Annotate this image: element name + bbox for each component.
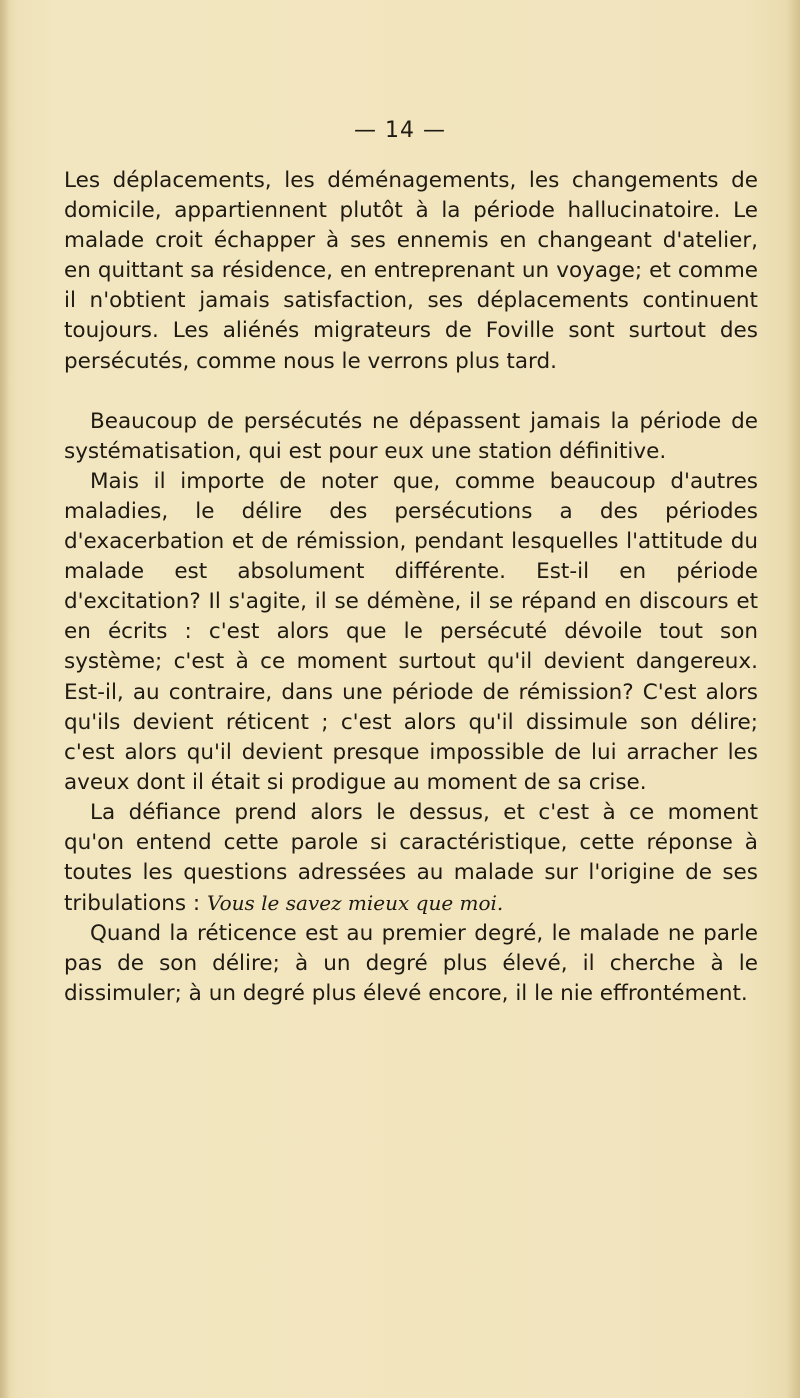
paragraph-2: Beaucoup de persécutés ne dépassent jamais la période de systématisation, qui est pour eux une station définitive. <box>64 408 758 464</box>
body-text <box>64 166 758 1010</box>
paragraph-4-italic-quote: Vous le savez mieux que moi. <box>206 891 504 916</box>
paragraph-5: Quand la réticence est au premier degré, le malade ne parle pas de son délire; à un degré plus élevé, il cherche à le dissimuler; à un degré plus élevé encore, il le nie effrontément. <box>64 921 758 1007</box>
paragraph-4-text: La défiance prend alors le dessus, et c'est à ce moment qu'on entend cette parole si caractéristique, cette réponse à toutes les questions adressées au malade sur l'origine de ses tribulations : <box>64 799 758 917</box>
page-right-edge-shadow <box>786 0 800 1398</box>
paragraph-3: Mais il importe de noter que, comme beaucoup d'autres maladies, le délire des persécutions a des périodes d'exacerbation et de rémission, pendant lesquelles l'attitude du malade est absolument différente. Est-il en période d'excitation? Il s'agite, il se démène, il se répand en discours et en écrits : c'est alors que le persécuté dévoile tout son système; c'est à ce moment surtout qu'il devient dangereux. Est-il, au contraire, dans une période de rémission? C'est alors qu'ils devient réticent ; c'est alors qu'il dissimule son délire; c'est alors qu'il devient presque impossible de lui arracher les aveux dont il était si prodigue au moment de sa crise. <box>64 468 758 795</box>
paragraph-4 <box>64 798 758 919</box>
page-left-edge-shadow <box>0 0 10 1398</box>
paragraph-1: Les déplacements, les déménagements, les changements de domicile, appartiennent plutôt à la période hallucinatoire. Le malade croit échapper à ses ennemis en changeant d'atelier, en quittant sa résidence, en entreprenant un voyage; et comme il n'obtient jamais satisfaction, ses déplacements continuent toujours. Les aliénés migrateurs de Foville sont surtout des persécutés, comme nous le verrons plus tard. <box>64 168 758 374</box>
page-number: — 14 — <box>354 118 446 143</box>
